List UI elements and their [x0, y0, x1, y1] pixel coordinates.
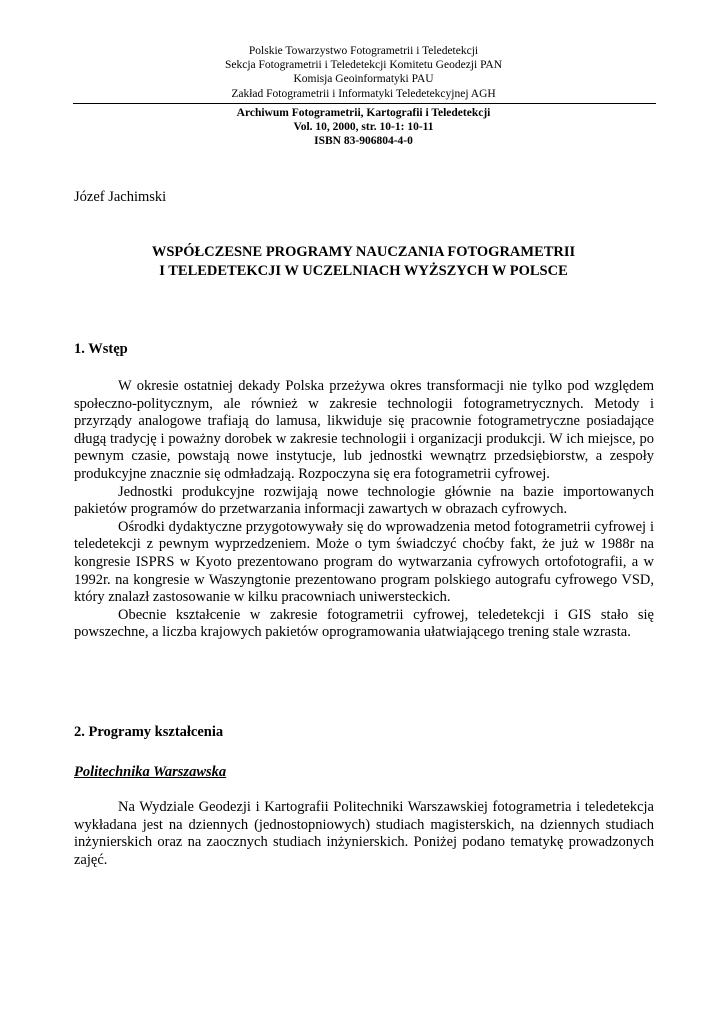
- author-name: Józef Jachimski: [74, 189, 167, 205]
- paragraph: W okresie ostatniej dekady Polska przeżywa okres transformacji nie tylko pod względem społeczno-politycznym, ale również w zakresie technologii fotogrametrycznych. Metody i przyrządy analogowe trafiają do lamusa, likwiduje się pracownie fotogrametryczne posiadające długą tradycję i poważny dorobek w zakresie technologii i organizacji produkcji. W ich miejsce, po pewnym czasie, powstają nowe instytucje, lub jednostki wewnątrz przedsiębiorstw, a zespoły produkcyjne znacznie się odmładzają. Rozpoczyna się era fotogrametrii cyfrowej.: [74, 378, 654, 482]
- header-line: Komisja Geoinformatyki PAU: [293, 73, 434, 86]
- paragraph: Na Wydziale Geodezji i Kartografii Politechniki Warszawskiej fotogrametria i teledetekcja wykładana jest na dziennych (jednostopniowych) studiach magisterskich, na dziennych studiach inżynierskich oraz na zaocznych studiach inżynierskich. Poniżej podano tematykę prowadzonych zajęć.: [74, 799, 654, 868]
- subsection-heading-pw: Politechnika Warszawska: [74, 764, 227, 780]
- header-line: Sekcja Fotogrametrii i Teledetekcji Komitetu Geodezji PAN: [224, 59, 503, 72]
- archive-isbn: ISBN 83-906804-4-0: [314, 135, 413, 148]
- title-line: WSPÓŁCZESNE PROGRAMY NAUCZANIA FOTOGRAMETRII: [151, 244, 576, 260]
- section-body-pw: [74, 799, 654, 869]
- title-line: I TELEDETEKCJI W UCZELNIACH WYŻSZYCH W POLSCE: [159, 263, 568, 279]
- header-line: Polskie Towarzystwo Fotogrametrii i Teledetekcji: [248, 45, 479, 57]
- paragraph: Obecnie kształcenie w zakresie fotogrametrii cyfrowej, teledetekcji i GIS stało się powszechne, a liczba krajowych pakietów oprogramowania ułatwiającego trening stale wzrasta.: [74, 606, 654, 641]
- paragraph: Jednostki produkcyjne rozwijają nowe technologie głównie na bazie importowanych pakietów programów do przetwarzania informacji zawartych w obrazach cyfrowych.: [74, 483, 654, 518]
- archive-volume: Vol. 10, 2000, str. 10-1: 10-11: [293, 121, 434, 134]
- header-line: Zakład Fotogrametrii i Informatyki Teledetekcyjnej AGH: [231, 87, 496, 100]
- publisher-header: [0, 44, 727, 101]
- section-heading-intro: 1. Wstęp: [74, 341, 128, 357]
- header-divider: [73, 103, 656, 104]
- paragraph: Ośrodki dydaktyczne przygotowywały się do wprowadzenia metod fotogrametrii cyfrowej i teledetekcji z pewnym wyprzedzeniem. Może o tym świadczyć choćby fakt, że już w 1988r na kongresie ISPRS w Kyoto prezentowano program do wytwarzania cyfrowych ortofotografii, a w 1992r. na kongresie w Waszyngtonie prezentowano program polskiego autografu cyfrowego VSD, który znalazł zastosowanie w kilku pracowniach uniwersteckich.: [74, 518, 654, 606]
- section-heading-programs: 2. Programy kształcenia: [74, 724, 224, 740]
- section-body-intro: [74, 378, 654, 642]
- paper-title: [0, 243, 727, 281]
- archive-journal: Archiwum Fotogrametrii, Kartografii i Teledetekcji: [236, 107, 491, 119]
- archive-citation: [0, 106, 727, 149]
